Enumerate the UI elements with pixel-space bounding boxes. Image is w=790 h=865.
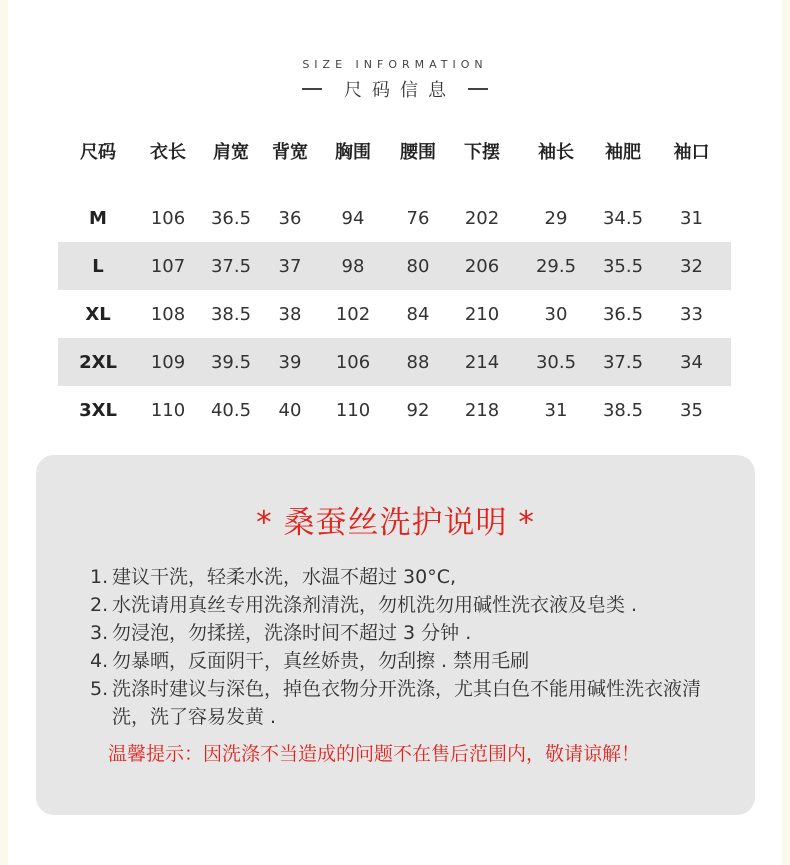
column-header: 袖口 bbox=[673, 142, 710, 163]
table-cell: 39 bbox=[264, 338, 316, 386]
column-header: 衣长 bbox=[150, 142, 186, 163]
table-cell: 32 bbox=[652, 242, 731, 290]
table-row bbox=[58, 194, 731, 242]
section-title: 尺码信息 bbox=[344, 80, 456, 101]
table-cell: 30 bbox=[544, 303, 568, 325]
list-number: 4. bbox=[90, 650, 109, 672]
table-cell: 110 bbox=[150, 399, 186, 421]
table-row bbox=[58, 386, 731, 434]
table-row bbox=[58, 242, 731, 290]
section-heading bbox=[8, 76, 782, 102]
table-cell: 107 bbox=[138, 242, 198, 290]
table-cell: 202 bbox=[464, 207, 500, 229]
list-text: 洗涤时建议与深色，掉色衣物分开洗涤，尤其白色不能用碱性洗衣液清洗，洗了容易发黄 . bbox=[112, 678, 702, 728]
column-header: 尺码 bbox=[80, 142, 116, 163]
list-item bbox=[90, 619, 730, 647]
table-spacer bbox=[58, 174, 731, 194]
table-cell: 31 bbox=[544, 399, 568, 421]
table-cell: 92 bbox=[406, 399, 430, 421]
size-cell: M bbox=[89, 207, 107, 229]
table-cell: 38.5 bbox=[602, 399, 644, 421]
table-row bbox=[58, 290, 731, 338]
table-cell: 34.5 bbox=[602, 207, 644, 229]
list-text: 勿浸泡，勿揉搓，洗涤时间不超过 3 分钟 . bbox=[112, 622, 472, 644]
table-cell: 206 bbox=[446, 242, 518, 290]
section-eyebrow: SIZE INFORMATION bbox=[302, 58, 488, 71]
column-header: 袖长 bbox=[538, 142, 574, 163]
list-item bbox=[90, 675, 730, 731]
list-number: 3. bbox=[90, 622, 109, 644]
table-cell: 40 bbox=[278, 399, 302, 421]
size-cell: L bbox=[58, 242, 138, 290]
list-item bbox=[90, 647, 730, 675]
care-title: * 桑蚕丝洗护说明 * bbox=[256, 505, 535, 541]
table-cell: 36 bbox=[278, 207, 302, 229]
table-cell: 106 bbox=[316, 338, 390, 386]
table-cell: 108 bbox=[150, 303, 186, 325]
table-cell: 35 bbox=[680, 399, 703, 421]
table-cell: 94 bbox=[341, 207, 365, 229]
table-row bbox=[58, 338, 731, 386]
table-cell: 76 bbox=[406, 207, 430, 229]
table-cell: 109 bbox=[138, 338, 198, 386]
table-cell: 218 bbox=[464, 399, 500, 421]
column-header: 腰围 bbox=[400, 142, 436, 163]
care-instructions-panel bbox=[36, 455, 755, 815]
heading-dash-left bbox=[302, 88, 322, 90]
table-cell: 31 bbox=[680, 207, 703, 229]
list-text: 建议干洗，轻柔水洗，水温不超过 30°C, bbox=[112, 566, 457, 588]
table-cell: 29.5 bbox=[518, 242, 594, 290]
table-cell: 35.5 bbox=[594, 242, 652, 290]
table-cell: 39.5 bbox=[198, 338, 264, 386]
table-cell: 102 bbox=[335, 303, 371, 325]
table-cell: 34 bbox=[652, 338, 731, 386]
table-cell: 37.5 bbox=[198, 242, 264, 290]
table-cell: 37 bbox=[264, 242, 316, 290]
column-header: 下摆 bbox=[464, 142, 500, 163]
size-cell: 3XL bbox=[79, 399, 117, 421]
list-item bbox=[90, 591, 730, 619]
table-cell: 36.5 bbox=[210, 207, 252, 229]
column-header: 背宽 bbox=[272, 142, 308, 163]
table-cell: 210 bbox=[464, 303, 500, 325]
size-table bbox=[58, 128, 731, 434]
size-cell: 2XL bbox=[58, 338, 138, 386]
list-text: 勿暴晒，反面阴干，真丝娇贵，勿刮擦 . 禁用毛刷 bbox=[112, 650, 530, 672]
column-header: 肩宽 bbox=[213, 142, 249, 163]
table-cell: 98 bbox=[316, 242, 390, 290]
table-cell: 38 bbox=[278, 303, 302, 325]
heading-dash-right bbox=[468, 88, 488, 90]
table-cell: 80 bbox=[390, 242, 446, 290]
table-cell: 37.5 bbox=[594, 338, 652, 386]
column-header: 胸围 bbox=[335, 142, 371, 163]
list-number: 1. bbox=[90, 566, 109, 588]
table-cell: 88 bbox=[390, 338, 446, 386]
table-cell: 214 bbox=[446, 338, 518, 386]
table-cell: 106 bbox=[150, 207, 186, 229]
table-cell: 30.5 bbox=[518, 338, 594, 386]
table-cell: 40.5 bbox=[210, 399, 252, 421]
table-cell: 36.5 bbox=[602, 303, 644, 325]
product-detail-page bbox=[8, 0, 782, 865]
table-cell: 33 bbox=[680, 303, 703, 325]
table-cell: 84 bbox=[406, 303, 430, 325]
size-cell: XL bbox=[85, 303, 111, 325]
size-table-header bbox=[58, 128, 731, 174]
table-cell: 110 bbox=[335, 399, 371, 421]
list-number: 5. bbox=[90, 678, 109, 700]
care-note: 温馨提示：因洗涤不当造成的问题不在售后范围内，敬请谅解！ bbox=[108, 743, 641, 765]
list-text: 水洗请用真丝专用洗涤剂清洗，勿机洗勿用碱性洗衣液及皂类 . bbox=[112, 594, 638, 616]
table-cell: 29 bbox=[544, 207, 568, 229]
table-cell: 38.5 bbox=[210, 303, 252, 325]
list-item bbox=[90, 563, 730, 591]
column-header: 袖肥 bbox=[605, 142, 641, 163]
list-number: 2. bbox=[90, 594, 109, 616]
care-list bbox=[90, 563, 730, 731]
